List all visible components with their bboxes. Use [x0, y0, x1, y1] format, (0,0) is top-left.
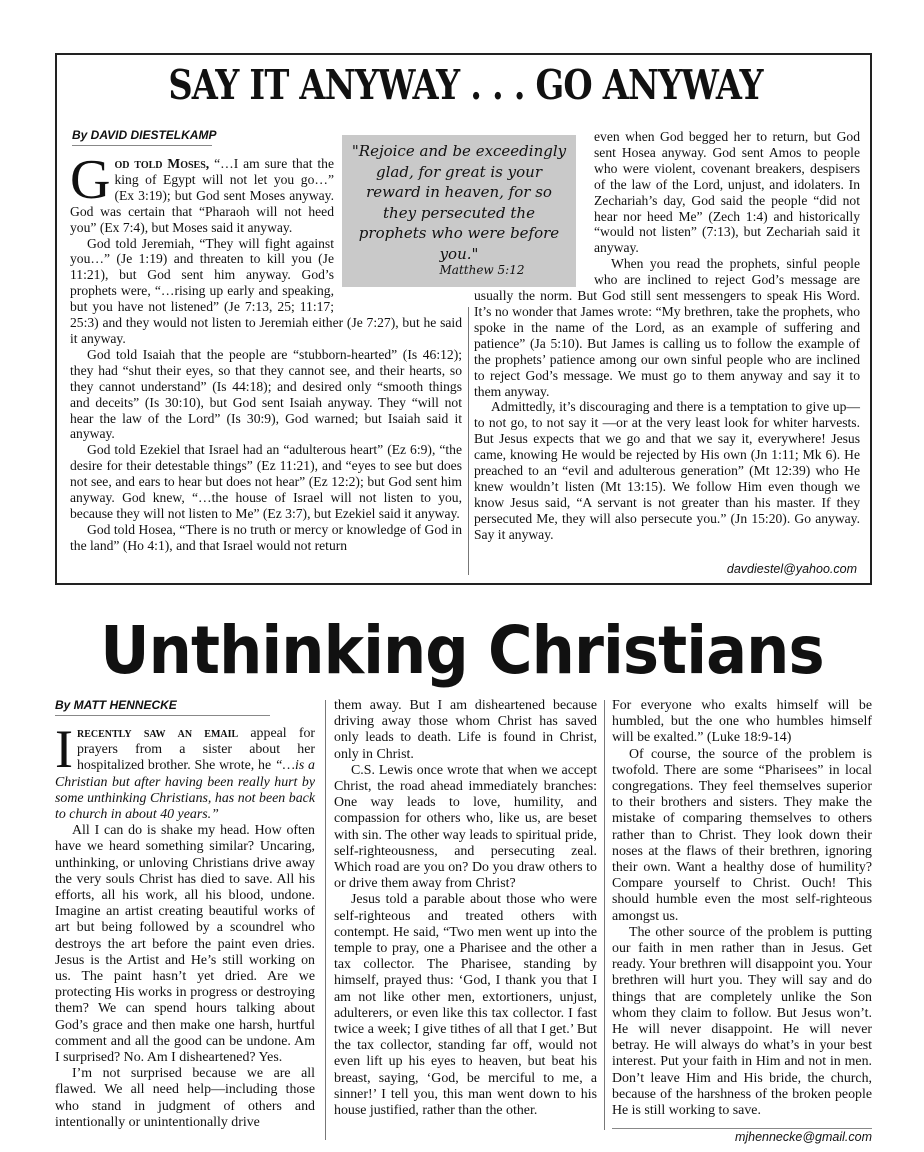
paragraph: them away. But I am disheartened because driving away those whom Christ has saved only leads to death. Life is found in Christ, only in Christ. — [334, 698, 597, 762]
paragraph: All I can do is shake my head. How often have we heard something similar? Uncaring, unthinking, or unloving Christians drive away the very souls Christ has died to save. All his efforts, all his work, all his blood, undone. Imagine an artist creating beautiful works of art but being followed by a scoundrel who destroys the art before the paint even dries. Jesus is the Artist and He’s still working on us. The paint hasn’t yet dried. Are we protecting His works in progress or destroying them? We can spend hours talking about God’s grace and then make one harsh, hurtful comment and all the good can be undone. Am I surprised? No. Am I disheartened? Yes. — [55, 823, 315, 1066]
drop-cap: I — [55, 719, 73, 779]
paragraph: When you read the prophets, sinful people who are inclined to reject God’s message are usually the norm. But God still sent messengers to speak His Word. It’s no wonder that James wrote: “My brethren, take the prophets, who spoke in the name of the Lord, as an example of suffering and patience” (Ja 5:10). But James is calling us to follow the example of the prophets’ patience among our own sinful people who are inclined to reject God’s message. We must go to them anyway and say it to them anyway. — [474, 256, 860, 399]
lead-in: recently saw an email — [76, 726, 239, 741]
paragraph: Of course, the source of the problem is twofold. There are some “Pharisees” in local congregations. They feel themselves superior to their brothers and sisters. They make the mistake of comparing themselves to others rather than to Christ. They look down their noses at the flaws of their brethren, ignoring their own. Want a healthy dose of humility? Compare yourself to Christ. Ouch! This should humble even the most self-righteous amongst us. — [612, 746, 872, 924]
column-2 — [334, 698, 597, 1119]
column-1 — [55, 719, 316, 1131]
drop-cap: G — [70, 149, 111, 211]
byline: By DAVID DIESTELKAMP — [72, 128, 217, 142]
column-2 — [474, 129, 860, 543]
quote-reference: Matthew 5:12 — [439, 263, 525, 277]
paragraph: Irecently saw an email appeal for prayers from a sister about her hospitalized brother. She wrote, he “…is a Christian but after having been really hurt by some unthinking Christians, has not been back to church in about 40 years.” — [55, 719, 316, 823]
lead-in: od told Moses, — [114, 156, 210, 171]
paragraph: God told Isaiah that the people are “stubborn-hearted” (Is 46:12); they had “shut their eyes, so that they cannot see, and their hearts, so they cannot understand” (Is 44:18); and desired only “smooth things and deceits” (Is 30:10), but God sent Isaiah anyway. They “will not hear the law of the Lord” (Is 30:9), God warned; but Isaiah said it anyway. — [70, 346, 462, 442]
column-1 — [70, 149, 462, 554]
byline-rule — [55, 715, 270, 716]
article-title: SAY IT ANYWAY . . . GO ANYWAY — [168, 61, 763, 109]
byline: By MATT HENNECKE — [55, 698, 177, 712]
author-email[interactable]: davdiestel@yahoo.com — [726, 562, 857, 576]
byline-rule — [72, 145, 212, 146]
column-divider — [604, 700, 605, 1130]
paragraph: even when God begged her to return, but God sent Hosea anyway. God sent Amos to people who were violent, covenant breakers, despisers of the law of the Lord, unjust, and idolaters. In Zechariah’s day, God said the people “did not hear nor heed Me” (Zech 1:4) and historically “would not listen” (7:13), but Zechariah said it anyway. — [594, 129, 860, 256]
column-divider — [468, 307, 469, 575]
paragraph: God told Hosea, “There is no truth or mercy or knowledge of God in the land” (Ho 4:1), and that Israel would not return — [70, 521, 462, 553]
paragraph: Admittedly, it’s discouraging and there is a temptation to give up—to not go, to not say it —or at the very least look for whiter harvests. But Jesus expects that we go and that we say it, everywhere! Jesus came, knowing He would be rejected by His own (Jn 1:11; Mk 6). He preached to an “evil and adulterous generation” (Mt 12:39) who He knew wouldn’t listen (Mt 13:15). We follow Him even though we know Jesus said, “A servant is not greater than his master. If they persecuted Me, they will also persecute you.” (Jn 15:20). Go anyway. Say it anyway. — [474, 399, 860, 542]
paragraph: For everyone who exalts himself will be humbled, but the one who humbles himself will be exalted.” (Luke 18:9-14) — [612, 698, 872, 746]
author-email[interactable]: mjhennecke@gmail.com — [734, 1130, 872, 1144]
column-3 — [612, 698, 872, 1119]
paragraph: The other source of the problem is putting our faith in men rather than in Jesus. Get ready. Your brethren will disappoint you. Your brethren will hurt you. They will say and do things that are completely unlike the Son whom they claim to follow. But Jesus won’t. He will never disappoint. He will never betray. He will always do what’s in your best interest. Put your faith in Him and not in men. Don’t leave Him and His bride, the church, because of the harshness of the broken people He is still working to save. — [612, 924, 872, 1119]
quote-text: "Rejoice and be exceedingly glad, for great is your reward in heaven, for so they persecuted the prophets who were before you." — [351, 142, 567, 263]
paragraph: God told Ezekiel that Israel had an “adulterous heart” (Ez 6:9), “the desire for their detestable things” (Ez 11:21), and “eyes to see but does not see, and ears to hear but does not hear” (Ez 12:2); but God sent him anyway. God knew, “…the house of Israel will not listen to you, because they will not listen to Me” (Ez 3:7), but Ezekiel said it anyway. — [70, 442, 462, 521]
paragraph: God told Moses, “…I am sure that the king of Egypt will not let you go…” (Ex 3:19); but God sent Moses anyway. God was certain that “Pharaoh will not heed you” (Ex 7:4), but Moses said it anyway. — [70, 149, 334, 235]
paragraph: C.S. Lewis once wrote that when we accept Christ, the road ahead immediately branches: One way leads to love, humility, and compassion for others who, like us, are beset with sin. The other way leads to spiritual pride, self-righteousness, and persecuting zeal. Which road are you on? Do you draw others to or drive them away from Christ? — [334, 762, 597, 892]
paragraph: God told Jeremiah, “They will fight against you…” (Je 1:19) and threaten to kill you (Je 11:21), but God sent him anyway. God’s prophets were, “…rising up early and speaking, but you have not listened” (Je 7:13, 25; 11:17; 25:3) and they would not listen to Jeremiah either (Je 7:27), but he said it anyway. — [70, 235, 462, 346]
article-say-it-anyway — [55, 53, 872, 585]
end-rule — [612, 1128, 872, 1129]
column-divider — [325, 700, 326, 1140]
paragraph: I’m not surprised because we are all flawed. We all need help—including those who stand in judgment of others and intentionally or unintentionally drive — [55, 1066, 315, 1130]
paragraph: Jesus told a parable about those who were self-righteous and treated others with contempt. He said, “Two men went up into the temple to pray, one a Pharisee and the other a tax collector. The Pharisee, standing by himself, prayed thus: ‘God, I thank you that I am not like other men, extortioners, unjust, adulterers, or even like this tax collector. I fast twice a week; I give tithes of all that I get.’ But the tax collector, standing far off, would not even lift up his eyes to heaven, but beat his breast, saying, ‘God, be merciful to me, a sinner!’ I tell you, this man went down to his house justified, rather than the other. — [334, 892, 597, 1119]
article-title: Unthinking Christians — [100, 612, 824, 689]
